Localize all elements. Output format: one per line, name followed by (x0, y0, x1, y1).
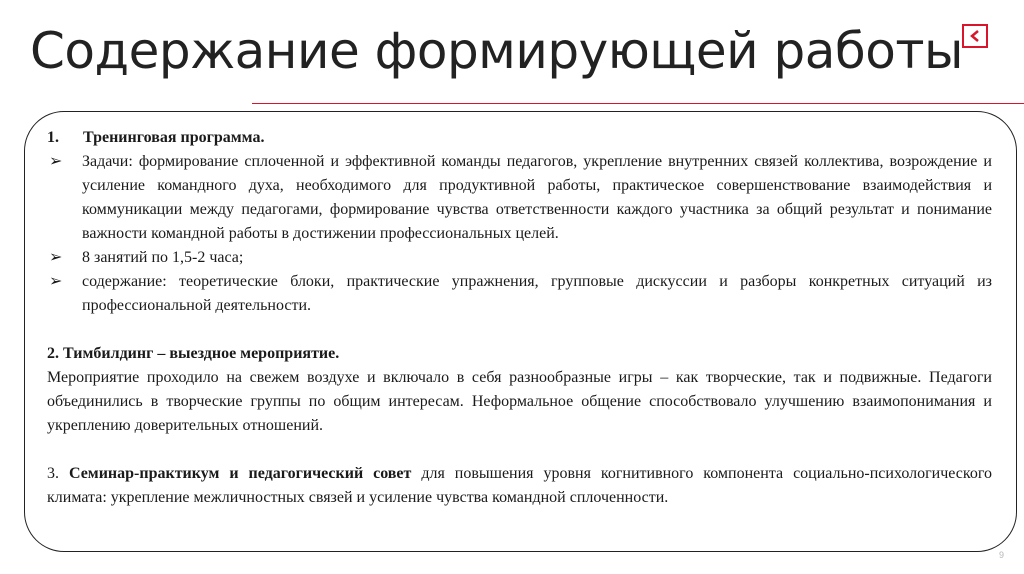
bullet-text: Задачи: формирование сплоченной и эффективной команды педагогов, укрепление внутренних связей коллектива, возрождение и усиление командного духа, необходимого для продуктивной работы, практическое совершенствование взаимодействия и коммуникации между педагогами, формирование чувства ответственности каждого участника за общий результат и понимание важности командной работы в достижении профессиональных целей. (82, 153, 992, 242)
bullet-arrow-icon: ➢ (49, 153, 63, 170)
list-item (47, 246, 992, 270)
section1-heading-text: Тренинговая программа. (83, 129, 265, 146)
slide-title: Содержание формирующей работы (30, 22, 963, 80)
section1-number: 1. (47, 129, 59, 146)
bullet-arrow-icon: ➢ (49, 249, 63, 266)
section2-text: Мероприятие проходило на свежем воздухе и включало в себя разнообразные игры – как творческие, так и подвижные. Педагоги объединились в творческие группы по общим интересам. Неформальное общение способствовало улучшению взаимопонимания и укреплению доверительных отношений. (47, 369, 992, 434)
content-box (24, 111, 1017, 552)
section1-heading (47, 126, 992, 150)
back-button[interactable] (962, 24, 988, 48)
section3 (47, 462, 992, 510)
section3-paragraph (47, 462, 992, 510)
page-number: 9 (999, 550, 1005, 560)
section3-heading: Семинар-практикум и педагогический совет (68, 465, 412, 482)
section3-prefix: 3. (47, 465, 69, 482)
title-underline (252, 103, 1024, 104)
bullet-arrow-icon: ➢ (49, 273, 63, 290)
bullet-text: содержание: теоретические блоки, практические упражнения, групповые дискуссии и разборы конкретных ситуаций из профессиональной деятельности. (82, 273, 992, 314)
list-item (47, 270, 992, 318)
bullet-text: 8 занятий по 1,5-2 часа; (82, 249, 244, 266)
list-item (47, 150, 992, 246)
section3-text: для повышения уровня когнитивного компонента социально-психологического климата: укрепление межличностных связей и усиление чувства командной сплоченности. (47, 465, 993, 506)
section2 (47, 342, 992, 438)
section2-heading: 2. Тимбилдинг – выездное мероприятие. (47, 345, 340, 362)
back-arrow-icon (970, 30, 980, 42)
